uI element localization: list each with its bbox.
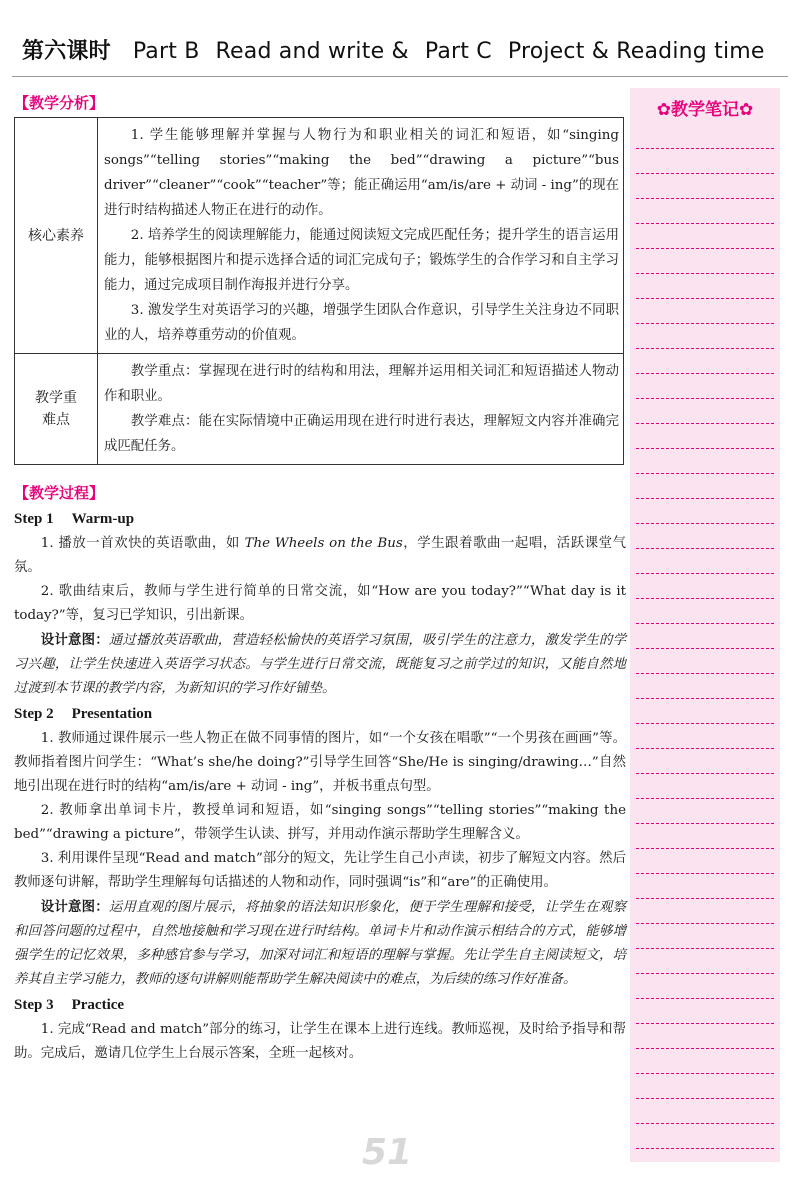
notes-rule-line <box>636 1123 774 1124</box>
song-title: The Wheels on the Bus <box>244 536 403 551</box>
step-3-paragraph-1: 1. 完成“Read and match”部分的练习，让学生在课本上进行连线。教师巡视，及时给予指导和帮助。完成后，邀请几位学生上台展示答案，全班一起核对。 <box>14 1022 626 1061</box>
step-1-paragraph-1 <box>14 532 626 580</box>
notes-rule-line <box>636 998 774 999</box>
notes-rule-line <box>636 598 774 599</box>
notes-rule-line <box>636 1023 774 1024</box>
notes-rule-line <box>636 323 774 324</box>
notes-rule-line <box>636 173 774 174</box>
notes-rule-line <box>636 648 774 649</box>
page-number: 51 <box>362 1132 413 1173</box>
notes-title: ✿教学笔记✿ <box>656 100 754 120</box>
notes-rule-line <box>636 448 774 449</box>
core-literacy-label: 核心素养 <box>15 118 98 354</box>
notes-rule-line <box>636 523 774 524</box>
part-b-label: Part B <box>132 39 200 64</box>
core-paragraph-1: 1. 学生能够理解并掌握与人物行为和职业相关的词汇和短语，如“singing songs”“telling stories”“making the bed”“drawing a picture”“bus driver”“cleaner”“cook”“teacher”等；能正确运用“am/is/are + 动词 - ing”的现在进行时结构描述人物正在进行的动作。 <box>104 128 619 218</box>
key-difficult-content <box>98 354 624 465</box>
step-2-intent <box>14 895 626 992</box>
notes-rule-line <box>636 973 774 974</box>
notes-rule-line <box>636 673 774 674</box>
step-1-p1-text-end: ，学生跟着歌曲一起唱，活跃课堂气氛。 <box>14 536 626 575</box>
notes-rule-line <box>636 1048 774 1049</box>
key-difficult-row <box>15 354 624 465</box>
step-2-paragraph-2: 2. 教师拿出单词卡片，教授单词和短语，如“singing songs”“telling stories”“making the bed”“drawing a picture”，带领学生认读、拼写，并用动作演示帮助学生理解含义。 <box>14 803 626 842</box>
key-point-paragraph: 教学重点：掌握现在进行时的结构和用法，理解并运用相关词汇和短语描述人物动作和职业。 <box>104 364 619 404</box>
notes-rule-line <box>636 298 774 299</box>
notes-rule-line <box>636 273 774 274</box>
key-difficult-label <box>15 354 98 465</box>
step-1-heading <box>14 506 626 532</box>
notes-rule-line <box>636 373 774 374</box>
notes-rule-line <box>636 748 774 749</box>
page-title <box>22 34 765 65</box>
header-rule <box>12 76 788 77</box>
core-literacy-row <box>15 118 624 354</box>
notes-rule-line <box>636 348 774 349</box>
difficult-point-paragraph: 教学难点：能在实际情境中正确运用现在进行时进行表达，理解短文内容并准确完成匹配任务。 <box>104 414 619 454</box>
notes-rule-line <box>636 1098 774 1099</box>
step-2-name: Presentation <box>71 706 153 722</box>
step-1-intent-text: 通过播放英语歌曲，营造轻松愉快的英语学习氛围，吸引学生的注意力，激发学生的学习兴趣，让学生快速进入英语学习状态。与学生进行日常交流，既能复习之前学过的知识，又能自然地过渡到本节课的教学内容，为新知识的学习作好铺垫。 <box>14 633 627 696</box>
core-literacy-content <box>98 118 624 354</box>
notes-rule-line <box>636 198 774 199</box>
step-1-intent-label: 设计意图： <box>40 632 109 648</box>
part-b-title: Read and write & <box>215 39 409 64</box>
notes-rule-line <box>636 1073 774 1074</box>
notes-rule-line <box>636 848 774 849</box>
notes-rule-line <box>636 823 774 824</box>
process-section-label: 【教学过程】 <box>14 484 105 502</box>
step-2-intent-label: 设计意图： <box>40 899 109 915</box>
step-3-number: Step 3 <box>14 997 54 1013</box>
step-2-number: Step 2 <box>14 706 54 722</box>
notes-rule-line <box>636 473 774 474</box>
part-c-title: Project & Reading time <box>507 39 765 64</box>
step-1-name: Warm-up <box>71 511 135 527</box>
notes-rule-line <box>636 223 774 224</box>
notes-rule-line <box>636 798 774 799</box>
notes-rule-line <box>636 248 774 249</box>
step-1-intent <box>14 628 626 701</box>
analysis-section-label: 【教学分析】 <box>14 94 105 112</box>
core-paragraph-2: 2. 培养学生的阅读理解能力，能通过阅读短文完成匹配任务；提升学生的语言运用能力，能够根据图片和提示选择合适的词汇完成句子；锻炼学生的合作学习和自主学习能力，通过完成项目制作海报并进行分享。 <box>104 228 619 293</box>
step-2-heading <box>14 701 626 727</box>
teaching-process <box>14 506 626 1066</box>
notes-rule-line <box>636 898 774 899</box>
step-1-paragraph-2: 2. 歌曲结束后，教师与学生进行简单的日常交流，如“How are you today?”“What day is it today?”等，复习已学知识，引出新课。 <box>14 584 626 623</box>
step-2-intent-text: 运用直观的图片展示，将抽象的语法知识形象化，便于学生理解和接受，让学生在观察和回答问题的过程中，自然地接触和学习现在进行时结构。单词卡片和动作演示相结合的方式，能够增强学生的记忆效果，多种感官参与学习，加深对词汇和短语的理解与掌握。先让学生自主阅读短文，培养其自主学习能力，教师的逐句讲解则能帮助学生解决阅读中的难点，为后续的练习作好准备。 <box>14 900 627 987</box>
step-2-paragraph-3: 3. 利用课件呈现“Read and match”部分的短文，先让学生自己小声读，初步了解短文内容。然后教师逐句讲解，帮助学生理解每句话描述的人物和动作，同时强调“is”和“are”的正确使用。 <box>14 851 626 890</box>
key-label-line-1: 教学重 <box>35 390 77 406</box>
notes-rule-line <box>636 1148 774 1149</box>
notes-rule-line <box>636 573 774 574</box>
notes-rule-line <box>636 423 774 424</box>
step-1-p1-text: 1. 播放一首欢快的英语歌曲，如 <box>40 536 245 551</box>
notes-rule-line <box>636 148 774 149</box>
notes-rule-line <box>636 548 774 549</box>
notes-rule-line <box>636 923 774 924</box>
notes-rule-line <box>636 623 774 624</box>
core-paragraph-3: 3. 激发学生对英语学习的兴趣，增强学生团队合作意识，引导学生关注身边不同职业的人，培养尊重劳动的价值观。 <box>104 303 619 343</box>
notes-rule-line <box>636 723 774 724</box>
notes-rule-line <box>636 498 774 499</box>
key-label-line-2: 难点 <box>42 412 70 428</box>
notes-rule-line <box>636 698 774 699</box>
step-1-number: Step 1 <box>14 511 54 527</box>
part-c-label: Part C <box>424 39 492 64</box>
step-2-paragraph-1: 1. 教师通过课件展示一些人物正在做不同事情的图片，如“一个女孩在唱歌”“一个男孩在画画”等。教师指着图片问学生：“What’s she/he doing?”引导学生回答“She/He is singing/drawing…”自然地引出现在进行时的结构“am/is/are + 动词 - ing”，并板书重点句型。 <box>14 731 626 794</box>
step-3-heading <box>14 992 626 1018</box>
lesson-number: 第六课时 <box>22 39 111 64</box>
analysis-table <box>14 117 624 465</box>
step-3-name: Practice <box>71 997 125 1013</box>
notes-rule-line <box>636 873 774 874</box>
notes-rule-line <box>636 773 774 774</box>
notes-rule-line <box>636 398 774 399</box>
notes-rule-line <box>636 948 774 949</box>
teaching-notes-panel <box>630 88 780 1162</box>
